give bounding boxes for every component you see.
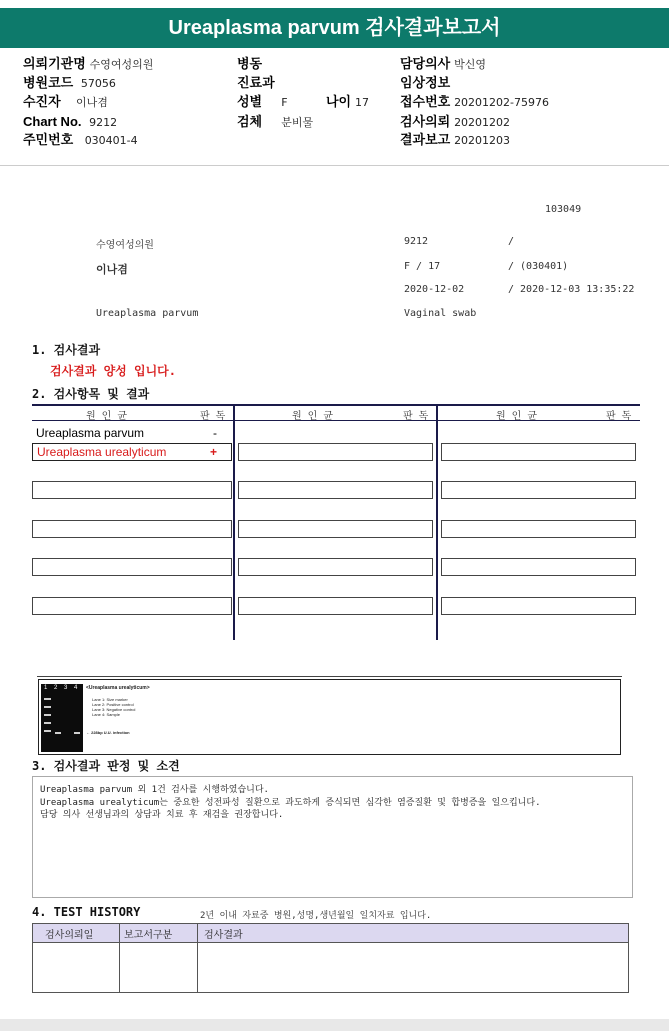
finding-line: Ureaplasma urealyticum는 중요한 성전파성 질환으로 과도하게 증식되면 심각한 염증질환 및 합병증을 일으킵니다. <box>40 798 541 808</box>
col-result-2: 판 독 <box>403 411 429 422</box>
empty-cell <box>441 520 636 538</box>
organism-parvum: Ureaplasma parvum <box>36 426 145 440</box>
finding-line: 담당 의사 선생님과의 상담과 치료 후 재검을 권장합니다. <box>40 810 284 820</box>
gel-band <box>44 730 51 732</box>
table-top-rule <box>32 404 640 406</box>
specimen-value: 분비물 <box>281 116 314 129</box>
gel-legend-line: Lane 4: Sample <box>92 712 121 717</box>
clinical-info-label: 임상정보 <box>400 75 451 90</box>
empty-cell <box>441 481 636 499</box>
gel-lane-label: 3 <box>64 685 68 691</box>
col-organism-1: 원 인 균 <box>86 411 128 422</box>
result-parvum: - <box>213 426 217 440</box>
result-positive-text: 검사결과 양성 입니다. <box>50 364 177 378</box>
clinic-label: 의뢰기관명 <box>23 56 86 71</box>
report-title: Ureaplasma parvum 검사결과보고서 <box>0 8 669 48</box>
history-col-divider <box>197 924 198 992</box>
summary-sex-age: F / 17 <box>404 261 441 272</box>
empty-cell <box>441 558 636 576</box>
empty-cell <box>32 558 232 576</box>
history-col-report-type: 보고서구분 <box>124 930 173 941</box>
gel-band <box>55 732 61 734</box>
summary-slash: / <box>508 236 515 247</box>
chart-no-value: 9212 <box>89 116 118 129</box>
report-header <box>0 49 669 166</box>
receipt-no-label: 접수번호 <box>400 94 451 109</box>
history-col-result: 검사결과 <box>204 930 243 941</box>
col-result-1: 판 독 <box>200 411 226 422</box>
gel-band <box>44 714 51 716</box>
ward-label: 병동 <box>237 56 263 71</box>
summary-received: 2020-12-02 <box>404 284 465 295</box>
summary-specimen: Vaginal swab <box>404 308 477 319</box>
gel-band <box>44 706 51 708</box>
clinic-value: 수영여성의원 <box>89 58 154 71</box>
empty-cell <box>441 443 636 461</box>
empty-cell <box>238 520 433 538</box>
doctor-label: 담당의사 <box>400 56 451 71</box>
summary-birth: / (030401) <box>508 261 569 272</box>
history-col-request-date: 검사의뢰일 <box>45 930 94 941</box>
age-label: 나이 <box>326 94 352 109</box>
gel-electrophoresis-image <box>41 684 83 752</box>
page-bottom-band <box>0 1019 669 1031</box>
hospital-code-value: 57056 <box>80 77 116 90</box>
gel-top-rule <box>37 676 622 677</box>
empty-cell <box>238 558 433 576</box>
doctor-value: 박신영 <box>454 58 486 71</box>
history-table <box>32 923 629 993</box>
table-divider-1 <box>233 404 235 640</box>
gel-legend-line: Lane 3: Negative control <box>92 707 136 712</box>
empty-cell <box>238 481 433 499</box>
patient-label: 수진자 <box>23 94 61 109</box>
col-organism-2: 원 인 균 <box>292 411 334 422</box>
section3-heading: 3. 검사결과 판정 및 소견 <box>32 759 180 773</box>
sex-label: 성별 <box>237 94 263 109</box>
gel-legend-line: Lane 2: Positive control <box>92 702 134 707</box>
empty-cell <box>441 597 636 615</box>
summary-reported: / 2020-12-03 13:35:22 <box>508 284 635 295</box>
section4-heading: 4. TEST HISTORY <box>32 905 141 919</box>
report-date-value: 20201203 <box>454 134 511 147</box>
empty-cell <box>238 597 433 615</box>
hospital-code-label: 병원코드 <box>23 75 74 90</box>
col-result-3: 판 독 <box>606 411 632 422</box>
section1-heading: 1. 검사결과 <box>32 343 101 357</box>
request-date-value: 20201202 <box>454 116 511 129</box>
gel-arrow-note: ← 228bp U.U. infection <box>86 730 130 735</box>
table-divider-2 <box>436 404 438 640</box>
resident-no-value: 030401-4 <box>84 134 138 147</box>
empty-cell <box>238 443 433 461</box>
patient-value: 이나겸 <box>75 96 108 109</box>
summary-clinic: 수영여성의원 <box>96 240 154 251</box>
summary-code: 103049 <box>545 204 582 215</box>
history-note: 2년 이내 자료중 병원,성명,생년월일 일치자료 입니다. <box>200 911 432 921</box>
gel-title: <Ureaplasma urealyticum> <box>86 685 150 691</box>
organism-urealyticum: Ureaplasma urealyticum <box>37 445 167 459</box>
receipt-no-value: 20201202-75976 <box>454 96 550 109</box>
section2-heading: 2. 검사항목 및 결과 <box>32 387 150 401</box>
resident-no-label: 주민번호 <box>23 132 74 147</box>
specimen-label: 검체 <box>237 114 263 129</box>
gel-legend-line: Lane 1: Size marker <box>92 697 128 702</box>
gel-lane-label: 1 <box>44 685 48 691</box>
summary-chart: 9212 <box>404 236 429 247</box>
summary-patient: 이나겸 <box>96 263 128 276</box>
result-urealyticum: + <box>210 445 218 459</box>
gel-band <box>74 732 80 734</box>
request-date-label: 검사의뢰 <box>400 114 451 129</box>
gel-band <box>44 722 51 724</box>
empty-cell <box>32 520 232 538</box>
age-value: 17 <box>354 96 369 109</box>
summary-test: Ureaplasma parvum <box>96 308 199 319</box>
finding-line: Ureaplasma parvum 외 1건 검사를 시행하였습니다. <box>40 785 269 795</box>
gel-lane-label: 4 <box>74 685 78 691</box>
report-date-label: 결과보고 <box>400 132 451 147</box>
history-table-header <box>33 924 628 943</box>
sex-value: F <box>281 96 288 109</box>
gel-lane-label: 2 <box>54 685 58 691</box>
history-col-divider <box>119 924 120 992</box>
empty-cell <box>32 597 232 615</box>
chart-no-label: Chart No. <box>23 114 82 129</box>
department-label: 진료과 <box>237 75 275 90</box>
gel-band <box>44 698 51 700</box>
col-organism-3: 원 인 균 <box>496 411 538 422</box>
empty-cell <box>32 481 232 499</box>
